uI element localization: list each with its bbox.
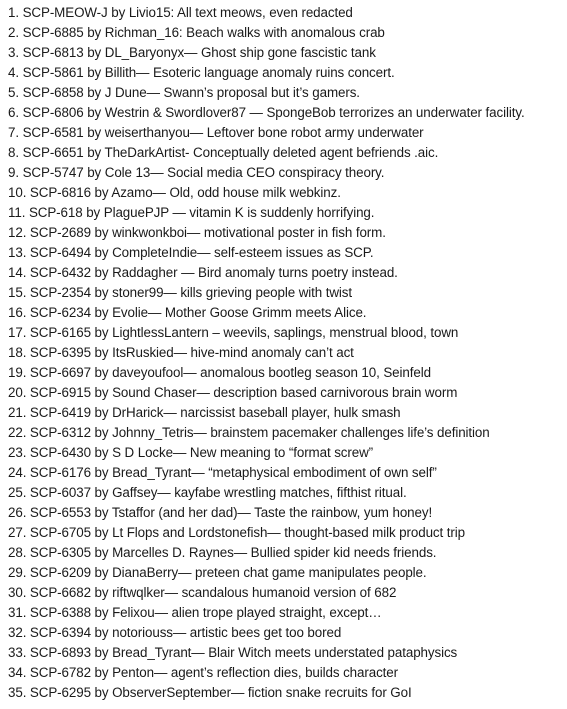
list-item: 19. SCP-6697 by daveyoufool— anomalous bootleg season 10, Seinfeld <box>8 365 431 380</box>
list-item: 23. SCP-6430 by S D Locke— New meaning to “format screw” <box>8 445 374 460</box>
list-item: 21. SCP-6419 by DrHarick— narcissist baseball player, hulk smash <box>8 405 401 420</box>
list-item: 5. SCP-6858 by J Dune— Swann’s proposal but it’s gamers. <box>8 85 360 100</box>
list-item: 2. SCP-6885 by Richman_16: Beach walks with anomalous crab <box>8 25 385 40</box>
list-item: 31. SCP-6388 by Felixou— alien trope played straight, except… <box>8 605 382 620</box>
list-item: 15. SCP-2354 by stoner99— kills grieving people with twist <box>8 285 353 300</box>
list-item: 27. SCP-6705 by Lt Flops and Lordstonefish— thought-based milk product trip <box>8 525 465 540</box>
list-item: 34. SCP-6782 by Penton— agent’s reflection dies, builds character <box>8 665 398 680</box>
list-item: 18. SCP-6395 by ItsRuskied— hive-mind anomaly can’t act <box>8 345 354 360</box>
list-item: 32. SCP-6394 by notoriouss— artistic bees get too bored <box>8 625 342 640</box>
list-item: 6. SCP-6806 by Westrin & Swordlover87 — SpongeBob terrorizes an underwater facility. <box>8 105 525 120</box>
list-item: 29. SCP-6209 by DianaBerry— preteen chat game manipulates people. <box>8 565 427 580</box>
list-item: 24. SCP-6176 by Bread_Tyrant— “metaphysical embodiment of own self” <box>8 465 437 480</box>
list-item: 35. SCP-6295 by ObserverSeptember— fiction snake recruits for GoI <box>8 685 412 700</box>
list-item: 4. SCP-5861 by Billith— Esoteric language anomaly ruins concert. <box>8 65 395 80</box>
list-item: 12. SCP-2689 by winkwonkboi— motivational poster in fish form. <box>8 225 386 240</box>
list-item: 8. SCP-6651 by TheDarkArtist- Conceptually deleted agent befriends .aic. <box>8 145 439 160</box>
list-item: 11. SCP-618 by PlaguePJP — vitamin K is suddenly horrifying. <box>8 205 375 220</box>
scp-entry-list <box>8 3 564 703</box>
list-item: 20. SCP-6915 by Sound Chaser— description based carnivorous brain worm <box>8 385 458 400</box>
list-item: 26. SCP-6553 by Tstaffor (and her dad)— Taste the rainbow, yum honey! <box>8 505 433 520</box>
list-item: 7. SCP-6581 by weiserthanyou— Leftover bone robot army underwater <box>8 125 424 140</box>
list-item: 13. SCP-6494 by CompleteIndie— self-esteem issues as SCP. <box>8 245 374 260</box>
list-item: 14. SCP-6432 by Raddagher — Bird anomaly turns poetry instead. <box>8 265 398 280</box>
list-item: 9. SCP-5747 by Cole 13— Social media CEO conspiracy theory. <box>8 165 385 180</box>
list-item: 22. SCP-6312 by Johnny_Tetris— brainstem pacemaker challenges life’s definition <box>8 425 490 440</box>
list-item: 3. SCP-6813 by DL_Baryonyx— Ghost ship gone fascistic tank <box>8 45 376 60</box>
list-item: 17. SCP-6165 by LightlessLantern – weevils, saplings, menstrual blood, town <box>8 325 459 340</box>
list-item: 33. SCP-6893 by Bread_Tyrant— Blair Witch meets understated pataphysics <box>8 645 458 660</box>
list-item: 28. SCP-6305 by Marcelles D. Raynes— Bullied spider kid needs friends. <box>8 545 437 560</box>
list-item: 16. SCP-6234 by Evolie— Mother Goose Grimm meets Alice. <box>8 305 367 320</box>
list-item: 30. SCP-6682 by riftwqlker— scandalous humanoid version of 682 <box>8 585 397 600</box>
list-item: 1. SCP-MEOW-J by Livio15: All text meows, even redacted <box>8 5 353 20</box>
list-item: 10. SCP-6816 by Azamo— Old, odd house milk webkinz. <box>8 185 341 200</box>
list-item: 25. SCP-6037 by Gaffsey— kayfabe wrestling matches, fifthist ritual. <box>8 485 407 500</box>
